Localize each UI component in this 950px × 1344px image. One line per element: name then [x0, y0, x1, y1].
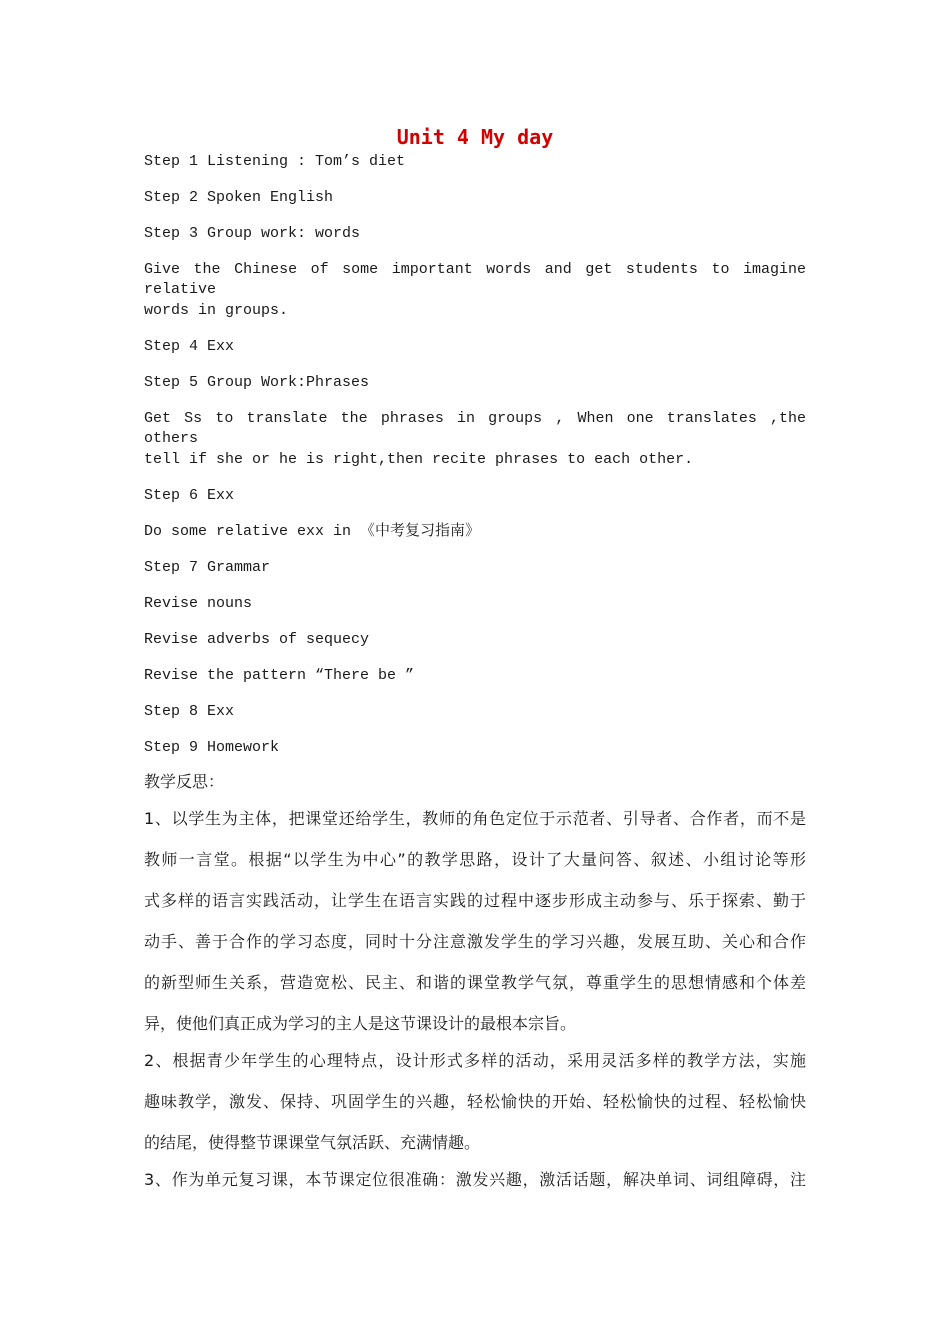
reflection-heading: 教学反思： [144, 772, 225, 791]
reflection-line: 3、作为单元复习课，本节课定位很准确：激发兴趣，激活话题，解决单词、词组障碍，注 [144, 1170, 806, 1189]
step-7-item-adverbs: Revise adverbs of sequecy [144, 631, 370, 648]
step-5-desc-line-2: tell if she or he is right,then recite phrases to each other. [144, 451, 694, 468]
step-4-line: Step 4 Exx [144, 338, 235, 355]
reflection-line: 动手、善于合作的学习态度，同时十分注意激发学生的学习兴趣，发展互助、关心和合作 [144, 932, 806, 951]
step-7-line: Step 7 Grammar [144, 559, 271, 576]
step-1-line: Step 1 Listening : Tom’s diet [144, 153, 406, 170]
step-6-desc-line: Do some relative exx in 《中考复习指南》 [144, 523, 481, 540]
reflection-line: 2、根据青少年学生的心理特点，设计形式多样的活动，采用灵活多样的教学方法，实施 [144, 1051, 806, 1070]
step-3-desc-line-2: words in groups. [144, 302, 289, 319]
step-5-desc-line-1: Get Ss to translate the phrases in groups , When one translates ,the others [144, 410, 806, 447]
step-9-line: Step 9 Homework [144, 739, 280, 756]
step-2-line: Step 2 Spoken English [144, 189, 334, 206]
step-3-line: Step 3 Group work: words [144, 225, 361, 242]
step-3-desc-line-1: Give the Chinese of some important words and get students to imagine relative [144, 261, 806, 298]
reflection-line: 的结尾，使得整节课课堂气氛活跃、充满情趣。 [144, 1133, 481, 1152]
step-7-item-nouns: Revise nouns [144, 595, 253, 612]
reflection-line: 的新型师生关系，营造宽松、民主、和谐的课堂教学气氛，尊重学生的思想情感和个体差 [144, 973, 806, 992]
step-7-item-pattern: Revise the pattern “There be ” [144, 667, 415, 684]
reflection-line: 异，使他们真正成为学习的主人是这节课设计的最根本宗旨。 [144, 1014, 577, 1033]
step-6-line: Step 6 Exx [144, 487, 235, 504]
reflection-line: 1、以学生为主体，把课堂还给学生，教师的角色定位于示范者、引导者、合作者，而不是 [144, 809, 806, 828]
reflection-line: 趣味教学，激发、保持、巩固学生的兴趣，轻松愉快的开始、轻松愉快的过程、轻松愉快 [144, 1092, 806, 1111]
reflection-line: 教师一言堂。根据“以学生为中心”的教学思路，设计了大量问答、叙述、小组讨论等形 [144, 850, 806, 869]
step-5-line: Step 5 Group Work:Phrases [144, 374, 370, 391]
step-8-line: Step 8 Exx [144, 703, 235, 720]
reflection-line: 式多样的语言实践活动，让学生在语言实践的过程中逐步形成主动参与、乐于探索、勤于 [144, 891, 806, 910]
document-title: Unit 4 My day [396, 125, 554, 149]
